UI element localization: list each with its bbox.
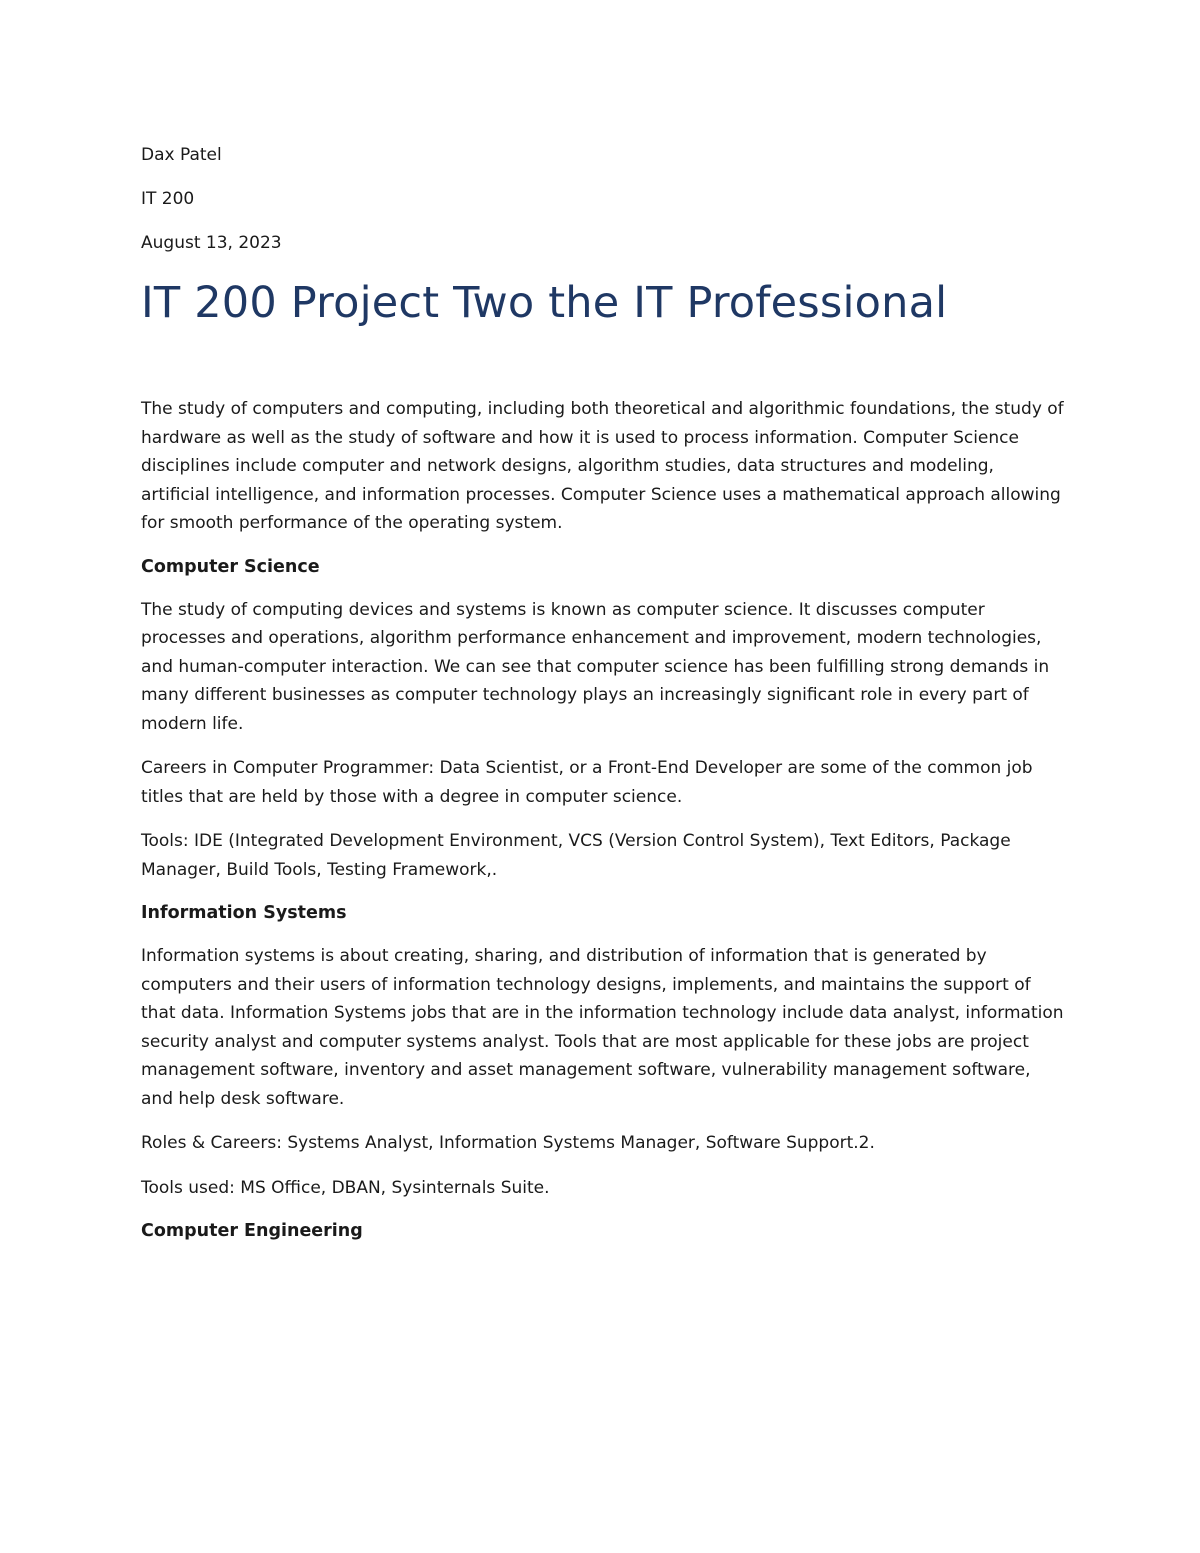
information-systems-careers: Roles & Careers: Systems Analyst, Information Systems Manager, Software Support.2. bbox=[141, 1133, 875, 1153]
author-name: Dax Patel bbox=[141, 145, 222, 165]
document-body bbox=[141, 143, 1066, 1244]
computer-science-careers: Careers in Computer Programmer: Data Scientist, or a Front-End Developer are some of the common job titles that are held by those with a degree in computer science. bbox=[141, 758, 1033, 807]
computer-science-tools: Tools: IDE (Integrated Development Environment, VCS (Version Control System), Text Editors, Package Manager, Build Tools, Testing Framework,. bbox=[141, 831, 1011, 880]
course-code: IT 200 bbox=[141, 189, 195, 209]
intro-paragraph: The study of computers and computing, including both theoretical and algorithmic foundations, the study of hardware as well as the study of software and how it is used to process information. Computer Science disciplines include computer and network designs, algorithm studies, data structures and modeling, artificial intelligence, and information processes. Computer Science uses a mathematical approach allowing for smooth performance of the operating system. bbox=[141, 399, 1064, 533]
document-date: August 13, 2023 bbox=[141, 233, 282, 253]
section-heading-information-systems: Information Systems bbox=[141, 903, 347, 923]
information-systems-description: Information systems is about creating, sharing, and distribution of information that is generated by computers and their users of information technology designs, implements, and maintains the support of that data. Information Systems jobs that are in the information technology include data analyst, information security analyst and computer systems analyst. Tools that are most applicable for these jobs are project management software, inventory and asset management software, vulnerability management software, and help desk software. bbox=[141, 946, 1064, 1109]
section-heading-computer-engineering: Computer Engineering bbox=[141, 1221, 363, 1241]
computer-science-description: The study of computing devices and systems is known as computer science. It discusses computer processes and operations, algorithm performance enhancement and improvement, modern technologies, and human-computer interaction. We can see that computer science has been fulfilling strong demands in many different businesses as computer technology plays an increasingly significant role in every part of modern life. bbox=[141, 599, 1050, 734]
section-heading-computer-science: Computer Science bbox=[141, 556, 320, 577]
document-title: IT 200 Project Two the IT Professional bbox=[141, 278, 948, 328]
information-systems-tools: Tools used: MS Office, DBAN, Sysinternals Suite. bbox=[141, 1177, 550, 1198]
